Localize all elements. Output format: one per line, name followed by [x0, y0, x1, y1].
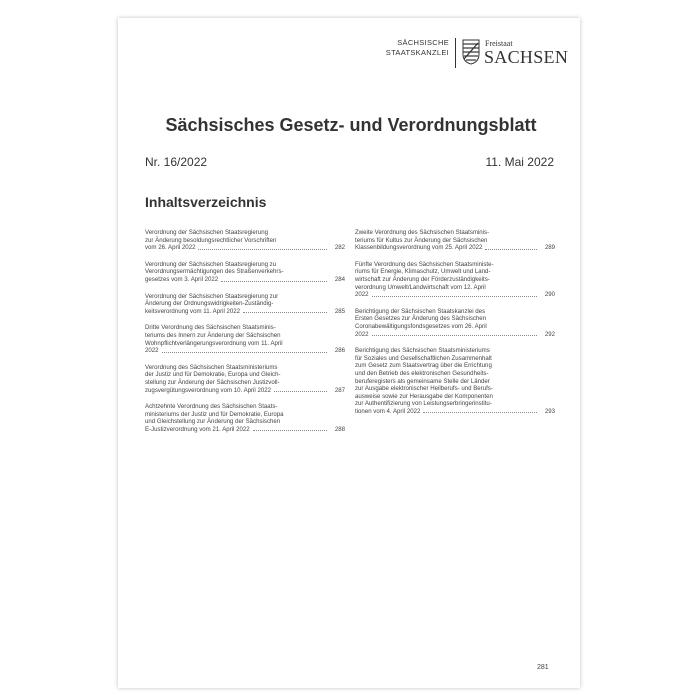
toc-entry	[355, 229, 555, 252]
freistaat-label: Freistaat	[485, 39, 513, 48]
logo-divider	[455, 38, 456, 68]
staatskanzlei-wordmark	[377, 38, 449, 58]
toc-leader-dots	[198, 248, 327, 250]
kanzlei-line-1: SÄCHSISCHE	[397, 38, 449, 47]
toc-leader-dots	[485, 248, 537, 250]
kanzlei-line-2: STAATSKANZLEI	[385, 48, 449, 57]
toc-entry-title: Verordnung des Sächsischen Staatsministeriums der Justiz und für Demokratie, Europa und Gleich- stellung zur Änderung der Sächsischen Justizvoll- zugsvergütungsverordnung vom 10. April 2022	[145, 363, 281, 394]
toc-entry-title: Zweite Verordnung des Sächsischen Staatsminis- teriums für Kultus zur Änderung der Sächsischen Klassenbildungsverordnung vom 25. April 2022	[355, 229, 490, 252]
toc-entry	[355, 261, 555, 299]
toc-entry-page: 292	[544, 330, 555, 338]
toc-leader-dots	[372, 295, 537, 297]
toc-entry-title: Dritte Verordnung des Sächsischen Staatsminis- teriums des Innern zur Änderung der Sächsischen Wohnpflichtverlängerungsverordnung vom 11. April 2022	[145, 324, 283, 355]
toc-entry	[355, 347, 555, 415]
toc-entry-title: Verordnung der Sächsischen Staatsregierung zur Änderung der Ordnungswidrigkeiten-Zuständig- keitsverordnung vom 11. April 2022	[145, 292, 279, 315]
toc-entry-page: 284	[334, 275, 345, 283]
toc-entry	[145, 364, 345, 394]
toc-entry	[145, 403, 345, 433]
toc-column-right	[355, 229, 555, 424]
toc-entry	[145, 324, 345, 354]
toc-leader-dots	[253, 429, 327, 431]
toc-entry-page: 288	[334, 425, 345, 433]
toc-entry	[145, 229, 345, 252]
toc-entry-title: Achtzehnte Verordnung des Sächsischen Staats- ministeriums der Justiz und für Demokratie, Europa und Gleichstellung zur Änderung der Sächsischen E-Justizverordnung vom 21. April 2022	[145, 403, 284, 433]
toc-entry	[145, 261, 345, 284]
toc-heading: Inhaltsverzeichnis	[145, 194, 267, 210]
issue-date: 11. Mai 2022	[485, 155, 554, 169]
toc-leader-dots	[423, 411, 537, 413]
toc-entry-title: Verordnung der Sächsischen Staatsregierung zu Verordnungsermächtigungen des Straßenverkehrs- gesetzes vom 3. April 2022	[145, 260, 284, 283]
saxony-coat-of-arms-icon	[462, 39, 480, 65]
toc-entry	[145, 293, 345, 316]
toc-entry-page: 293	[544, 407, 555, 415]
toc-entry-page: 287	[334, 386, 345, 394]
page-number: 281	[537, 664, 549, 671]
toc-entry-page: 290	[544, 291, 555, 299]
toc-leader-dots	[162, 351, 327, 353]
header-logo	[377, 38, 569, 70]
toc-leader-dots	[243, 311, 327, 313]
toc-entry-page: 282	[334, 244, 345, 252]
sachsen-label: SACHSEN	[484, 47, 569, 67]
toc-entry-title: Berichtigung des Sächsischen Staatsministeriums für Soziales und Gesellschaftlichen Zusammenhalt zum Gesetz zum Staatsvertrag über die Errichtung und den Betrieb des elektronischen Gesundheits- beruferegisters als gemeinsame Stelle der Länder zur Ausgabe elektronischer Heilberufs- und Berufs- ausweise sowie zur Herausgabe der Komponenten zur Authentifizierung von Leistungserbringerinstitu- tionen vom 4. April 2022	[355, 347, 493, 415]
toc-entry-title: Berichtigung der Sächsischen Staatskanzlei des Ersten Gesetzes zur Änderung des Sächsischen Coronabewältigungsfondsgesetzes vom 26. April 2022	[355, 307, 487, 338]
toc-leader-dots	[372, 334, 537, 336]
toc-leader-dots	[274, 390, 327, 392]
toc-entry-title: Verordnung der Sächsischen Staatsregierung zur Änderung besoldungsrechtlicher Vorschriften vom 26. April 2022	[145, 229, 277, 252]
document-title: Sächsisches Gesetz- und Verordnungsblatt	[165, 115, 537, 135]
toc-entry-page: 285	[334, 307, 345, 315]
toc-entry-page: 286	[334, 347, 345, 355]
toc-leader-dots	[221, 280, 327, 282]
toc-entry	[355, 308, 555, 338]
toc-column-left	[145, 229, 345, 442]
toc-entry-title: Fünfte Verordnung des Sächsischen Staatsministe- riums für Energie, Klimaschutz, Umwelt und Land- wirtschaft zur Änderung der Förderzuständigkeits- verordnung Umwelt/Landwirtschaft vom 12. April 2022	[355, 260, 494, 299]
toc-entry-page: 289	[544, 244, 555, 252]
issue-number: Nr. 16/2022	[145, 155, 208, 169]
